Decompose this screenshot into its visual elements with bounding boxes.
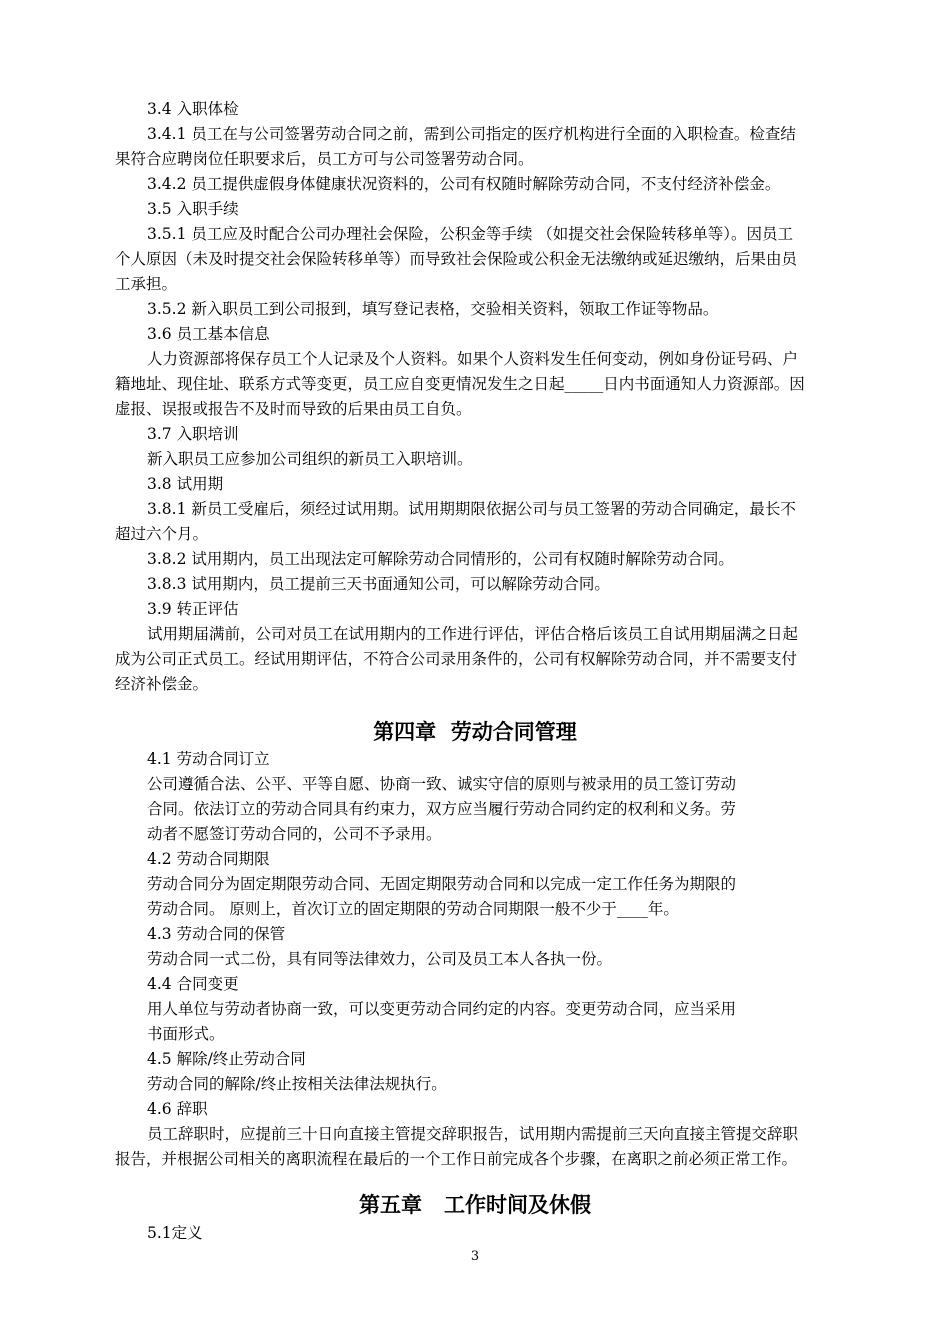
section-heading-4-2: 4.2 劳动合同期限 [147, 850, 270, 868]
section-heading-3-9: 3.9 转正评估 [147, 600, 239, 618]
paragraph-line: 籍地址、现住址、联系方式等变更，员工应自变更情况发生之日起_____日内书面通知人力资源部。因 [115, 375, 805, 393]
section-heading-4-3: 4.3 劳动合同的保管 [147, 925, 286, 943]
paragraph-line: 员工辞职时，应提前三十日向直接主管提交辞职报告，试用期内需提前三天向直接主管提交辞职 [147, 1125, 799, 1143]
paragraph-line: 劳动合同一式二份，具有同等法律效力，公司及员工本人各执一份。 [147, 950, 613, 968]
paragraph-line: 3.8.3 试用期内，员工提前三天书面通知公司，可以解除劳动合同。 [147, 575, 610, 593]
chapter-4-heading: 第四章 劳动合同管理 [373, 720, 577, 744]
section-heading-3-5: 3.5 入职手续 [147, 200, 239, 218]
paragraph-line: 劳动合同分为固定期限劳动合同、无固定期限劳动合同和以完成一定工作任务为期限的 [147, 875, 737, 893]
paragraph-line: 报告，并根据公司相关的离职流程在最后的一个工作日前完成各个步骤，在离职之前必须正常工作。 [115, 1150, 798, 1168]
section-heading-5-1: 5.1定义 [147, 1224, 203, 1242]
section-heading-4-5: 4.5 解除/终止劳动合同 [147, 1050, 306, 1068]
paragraph-line: 用人单位与劳动者协商一致，可以变更劳动合同约定的内容。变更劳动合同，应当采用 [147, 1000, 737, 1018]
paragraph-line: 新入职员工应参加公司组织的新员工入职培训。 [147, 450, 473, 468]
paragraph-line: 合同。依法订立的劳动合同具有约束力，双方应当履行劳动合同约定的权利和义务。劳 [147, 800, 737, 818]
paragraph-line: 超过六个月。 [115, 525, 209, 543]
paragraph-line: 3.4.2 员工提供虚假身体健康状况资料的，公司有权随时解除劳动合同，不支付经济补偿金。 [147, 175, 781, 193]
paragraph-line: 工承担。 [115, 275, 178, 293]
paragraph-line: 经济补偿金。 [115, 675, 209, 693]
paragraph-line: 书面形式。 [147, 1025, 225, 1043]
section-heading-3-6: 3.6 员工基本信息 [147, 325, 270, 343]
paragraph-line: 人力资源部将保存员工个人记录及个人资料。如果个人资料发生任何变动，例如身份证号码、户 [147, 350, 799, 368]
paragraph-line: 3.8.1 新员工受雇后，须经过试用期。试用期期限依据公司与员工签署的劳动合同确定，最长不 [147, 500, 796, 518]
paragraph-line: 个人原因（未及时提交社会保险转移单等）而导致社会保险或公积金无法缴纳或延迟缴纳，后果由员 [115, 250, 798, 268]
paragraph-line: 3.5.1 员工应及时配合公司办理社会保险，公积金等手续 （如提交社会保险转移单等）。因员工 [147, 225, 794, 243]
paragraph-line: 3.4.1 员工在与公司签署劳动合同之前，需到公司指定的医疗机构进行全面的入职检查。检查结 [147, 125, 796, 143]
paragraph-line: 成为公司正式员工。经试用期评估，不符合公司录用条件的，公司有权解除劳动合同，并不需要支付 [115, 650, 798, 668]
paragraph-line: 虚报、误报或报告不及时而导致的后果由员工自负。 [115, 400, 472, 418]
paragraph-line: 劳动合同。 原则上，首次订立的固定期限的劳动合同期限一般不少于____年。 [147, 900, 679, 918]
paragraph-line: 试用期届满前，公司对员工在试用期内的工作进行评估，评估合格后该员工自试用期届满之日起 [147, 625, 799, 643]
chapter-5-heading: 第五章 工作时间及休假 [359, 1193, 591, 1217]
section-heading-4-6: 4.6 辞职 [147, 1100, 208, 1118]
section-heading-3-4: 3.4 入职体检 [147, 100, 239, 118]
paragraph-line: 公司遵循合法、公平、平等自愿、协商一致、诚实守信的原则与被录用的员工签订劳动 [147, 775, 737, 793]
section-heading-3-7: 3.7 入职培训 [147, 425, 239, 443]
paragraph-line: 动者不愿签订劳动合同的，公司不予录用。 [147, 825, 442, 843]
paragraph-line: 3.8.2 试用期内，员工出现法定可解除劳动合同情形的，公司有权随时解除劳动合同。 [147, 550, 734, 568]
paragraph-line: 3.5.2 新入职员工到公司报到，填写登记表格，交验相关资料，领取工作证等物品。 [147, 300, 719, 318]
paragraph-line: 劳动合同的解除/终止按相关法律法规执行。 [147, 1075, 447, 1093]
page-number: 3 [470, 1249, 480, 1264]
section-heading-3-8: 3.8 试用期 [147, 475, 224, 493]
section-heading-4-4: 4.4 合同变更 [147, 975, 239, 993]
section-heading-4-1: 4.1 劳动合同订立 [147, 750, 270, 768]
paragraph-line: 果符合应聘岗位任职要求后，员工方可与公司签署劳动合同。 [115, 150, 534, 168]
